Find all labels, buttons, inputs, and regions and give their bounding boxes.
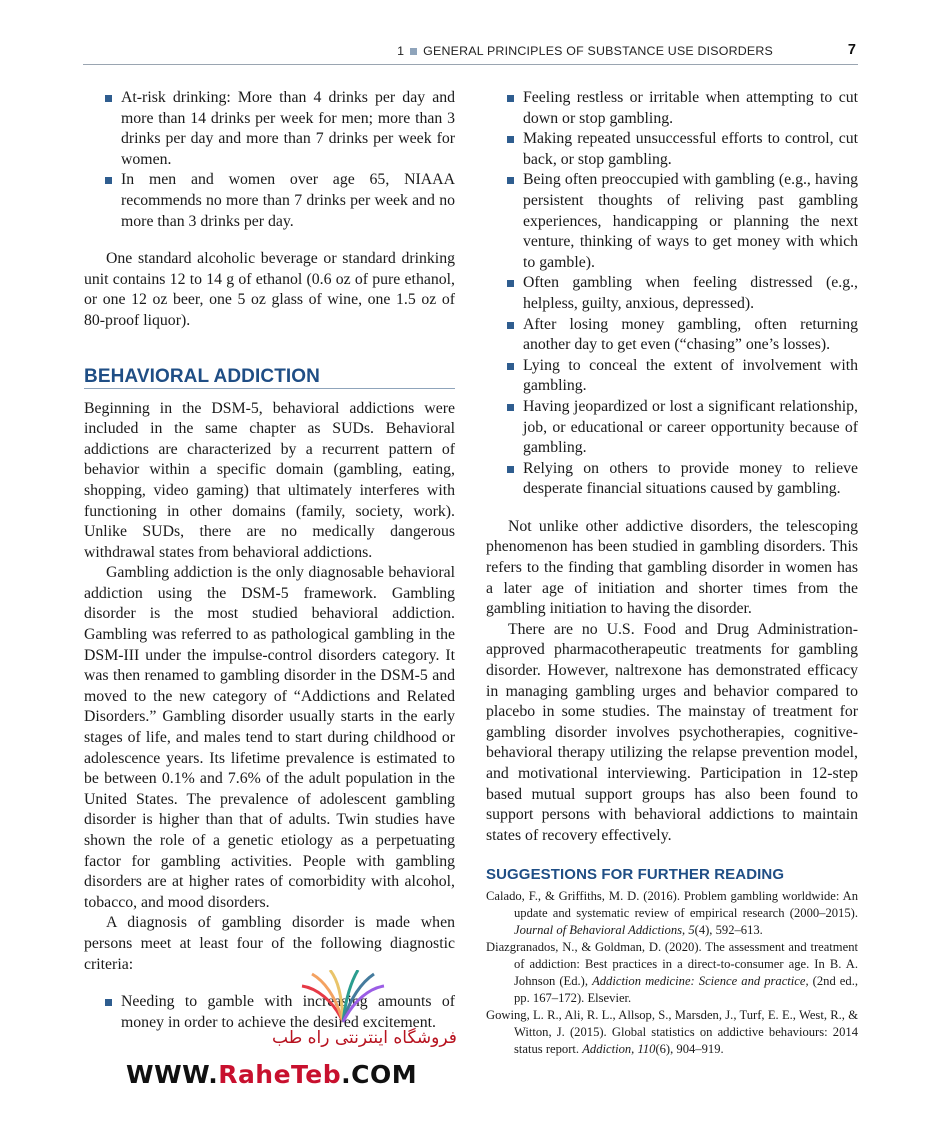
further-reading-section — [486, 866, 858, 1058]
telescoping-paragraph: Not unlike other addictive disorders, the telescoping phenomenon has been studied in gambling disorders. This refers to the finding that gambling disorder in women has a later age of initiation and shorter times from the gambling initiation to having the disorder. — [486, 517, 858, 618]
list-item-text: Often gambling when feeling distressed (e.g., helpless, guilty, anxious, depressed). — [523, 274, 858, 312]
reference-item — [486, 939, 858, 1007]
bullet-square-icon — [507, 322, 514, 329]
diagnosis-paragraph: A diagnosis of gambling disorder is made when persons meet at least four of the following diagnostic criteria: — [84, 914, 455, 973]
bullet-square-icon — [507, 404, 514, 411]
watermark-persian-text: فروشگاه اینترنتی راه طب — [272, 1028, 457, 1048]
list-item — [486, 459, 858, 500]
list-item-text: Needing to gamble with increasing amounts of money in order to achieve the desired excitement. — [121, 993, 455, 1031]
running-header — [83, 40, 858, 65]
bullet-square-icon — [105, 177, 112, 184]
list-item-text: Relying on others to provide money to relieve desperate financial situations caused by gambling. — [523, 459, 858, 498]
list-item-text: After losing money gambling, often returning another day to get even (“chasing” one’s losses). — [523, 315, 858, 354]
section-heading: BEHAVIORAL ADDICTION — [84, 365, 320, 387]
bullet-square-icon — [507, 363, 514, 370]
reference-item — [486, 1007, 858, 1058]
drinking-bullet-list — [84, 88, 455, 232]
list-item-text: Lying to conceal the extent of involvement with gambling. — [523, 356, 858, 395]
bullet-square-icon — [507, 280, 514, 287]
reference-item — [486, 888, 858, 939]
list-item-text: In men and women over age 65, NIAAA recommends no more than 7 drinks per week and no more than 3 drinks per day. — [121, 171, 455, 230]
bullet-square-icon — [507, 177, 514, 184]
list-item-text: At-risk drinking: More than 4 drinks per day and more than 14 drinks per week for men; more than 3 drinks per day and more than 7 drinks per week for women. — [121, 89, 455, 168]
list-item — [486, 315, 858, 356]
running-header-text — [397, 44, 773, 58]
list-item — [486, 88, 858, 129]
list-item-text: Having jeopardized or lost a significant relationship, job, or educational or career opportunity because of gambling. — [523, 397, 858, 457]
reference-journal: Addiction, 110 — [582, 1042, 656, 1057]
chapter-number: 1 — [397, 44, 405, 58]
separator-square-icon — [410, 48, 417, 55]
list-item — [486, 170, 858, 273]
book-logo-icon — [298, 970, 388, 1030]
reference-text: (6), 904–919. — [655, 1042, 724, 1057]
watermark-url-suffix: .COM — [341, 1060, 418, 1089]
standard-drink-paragraph: One standard alcoholic beverage or standard drinking unit contains 12 to 14 g of ethanol (0.6 oz of pure ethanol, or one 12 oz beer, one 5 oz glass of wine, one 1.5 oz of 80-proof liquor). — [84, 250, 455, 329]
reference-text: Diazgranados, N., & Goldman, D. (2020). The assessment and treatment of addiction: Best practices in a direct-to-consumer age. In B. A. Johnson (Ed.), — [486, 940, 858, 989]
further-reading-heading: SUGGESTIONS FOR FURTHER READING — [486, 866, 785, 884]
intro-paragraph: Beginning in the DSM-5, behavioral addictions were included in the same chapter as SUDs. Behavioral addictions are characterized by a recurrent pattern of behavior within a specific domain (gambling, eating, shopping, video gaming) that ultimately interferes with functioning in other domains (family, society, work). Unlike SUDs, there are no medically dangerous withdrawal states from behavioral addictions. — [84, 399, 455, 561]
right-column — [486, 88, 858, 1058]
reference-text: (2nd ed., pp. 167–172). Elsevier. — [514, 974, 858, 1006]
list-item — [84, 170, 455, 232]
reference-text: Calado, F., & Griffiths, M. D. (2016). Problem gambling worldwide: An update and systematic review of empirical research (2000–2015). — [486, 889, 858, 921]
bullet-square-icon — [507, 95, 514, 102]
reference-journal: Journal of Behavioral Addictions, 5 — [514, 923, 695, 938]
list-item — [486, 129, 858, 170]
list-item — [486, 273, 858, 314]
reference-text: (4), 592–613. — [694, 923, 763, 938]
list-item — [486, 356, 858, 397]
bullet-square-icon — [507, 466, 514, 473]
watermark-url — [126, 1060, 417, 1089]
criteria-bullet-list-continued — [486, 88, 858, 500]
page-number: 7 — [847, 42, 856, 58]
list-item — [486, 397, 858, 459]
bullet-square-icon — [105, 95, 112, 102]
list-item-text: Being often preoccupied with gambling (e.g., having persistent thoughts of reliving past gambling experiences, handicapping or planning the next venture, thinking of ways to get money with which to gamble). — [523, 171, 858, 271]
chapter-title: GENERAL PRINCIPLES OF SUBSTANCE USE DISORDERS — [423, 44, 773, 58]
list-item-text: Feeling restless or irritable when attempting to cut down or stop gambling. — [523, 89, 858, 127]
bullet-square-icon — [105, 999, 112, 1006]
reference-journal: Addiction medicine: Science and practice, — [592, 974, 809, 989]
bullet-square-icon — [507, 136, 514, 143]
left-column — [84, 88, 455, 1033]
list-item — [84, 88, 455, 170]
gambling-paragraph: Gambling addiction is the only diagnosable behavioral addiction using the DSM-5 framework. Gambling disorder is the most studied behavioral addiction. Gambling was referred to as pathological gambling in the DSM-III under the impulse-control disorders category. It was then renamed to gambling disorder in the DSM-5 and moved to the new category of “Addictions and Related Disorders.” Gambling disorder usually starts in the early stages of life, and males tend to start during childhood or adolescence years. Its lifetime prevalence is estimated to be between 0.1% and 7.6% of the adult population in the United States. The prevalence of adolescent gambling disorder is higher than that of adults. Twin studies have shown the role of a genetic etiology as a perpetuating factor for gambling activities. People with gambling disorders are at higher rates of comorbidity with alcohol, tobacco, and mood disorders. — [84, 564, 455, 911]
heading-rule — [84, 388, 455, 389]
list-item-text: Making repeated unsuccessful efforts to control, cut back, or stop gambling. — [523, 130, 858, 168]
watermark-url-brand: RaheTeb — [218, 1060, 342, 1089]
reference-text: Gowing, L. R., Ali, R. L., Allsop, S., Marsden, J., Turf, E. E., West, R., & Witton, J. (2015). Global statistics on addictive behaviours: 2014 status report. — [486, 1008, 858, 1057]
watermark-url-prefix: WWW. — [126, 1060, 219, 1089]
treatment-paragraph: There are no U.S. Food and Drug Administration-approved pharmacotherapeutic treatments for gambling disorder. However, naltrexone has demonstrated efficacy in managing gambling urges and behavior compared to placebo in some studies. The mainstay of treatment for gambling disorder involves psychotherapies, cognitive-behavioral therapy utilizing the relapse prevention model, and motivational interviewing. Participation in 12-step based mutual support groups has also been found to support persons with behavioral addictions to maintain states of recovery effectively. — [486, 620, 858, 844]
section-heading-block — [84, 366, 455, 389]
